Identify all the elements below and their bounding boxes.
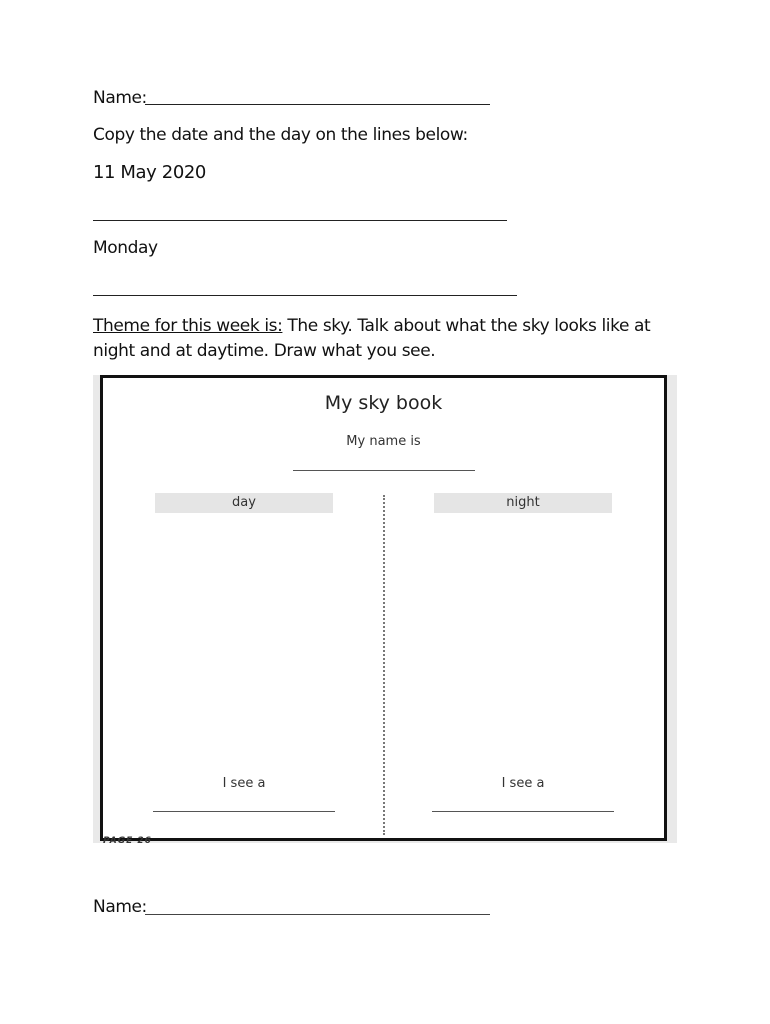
day-write-line (93, 295, 517, 296)
footer-name-line (145, 914, 490, 915)
theme-text: The sky. Talk about what the sky looks like at night and at daytime. Draw what you see. (93, 316, 651, 361)
night-i-see-label: I see a (501, 776, 545, 791)
day-text: Monday (93, 238, 158, 258)
day-i-see-line (153, 811, 335, 812)
page-number: PAGE 26 (103, 836, 152, 846)
dotted-divider (383, 495, 385, 835)
sky-book-worksheet (93, 375, 677, 846)
copy-instruction: Copy the date and the day on the lines below: (93, 125, 468, 145)
name-write-line (145, 104, 490, 105)
name-label: Name: (93, 88, 147, 108)
theme-paragraph (93, 314, 683, 364)
night-i-see-line (432, 811, 614, 812)
footer-name-label: Name: (93, 897, 147, 917)
my-name-line (293, 470, 475, 471)
my-name-label: My name is (346, 434, 421, 449)
date-text: 11 May 2020 (93, 162, 206, 183)
sky-book-frame (100, 375, 667, 841)
day-column-header: day (155, 493, 333, 513)
date-write-line (93, 220, 507, 221)
theme-heading: Theme for this week is: (93, 316, 283, 336)
night-column-header: night (434, 493, 612, 513)
day-i-see-label: I see a (222, 776, 266, 791)
sky-book-title: My sky book (324, 392, 443, 414)
